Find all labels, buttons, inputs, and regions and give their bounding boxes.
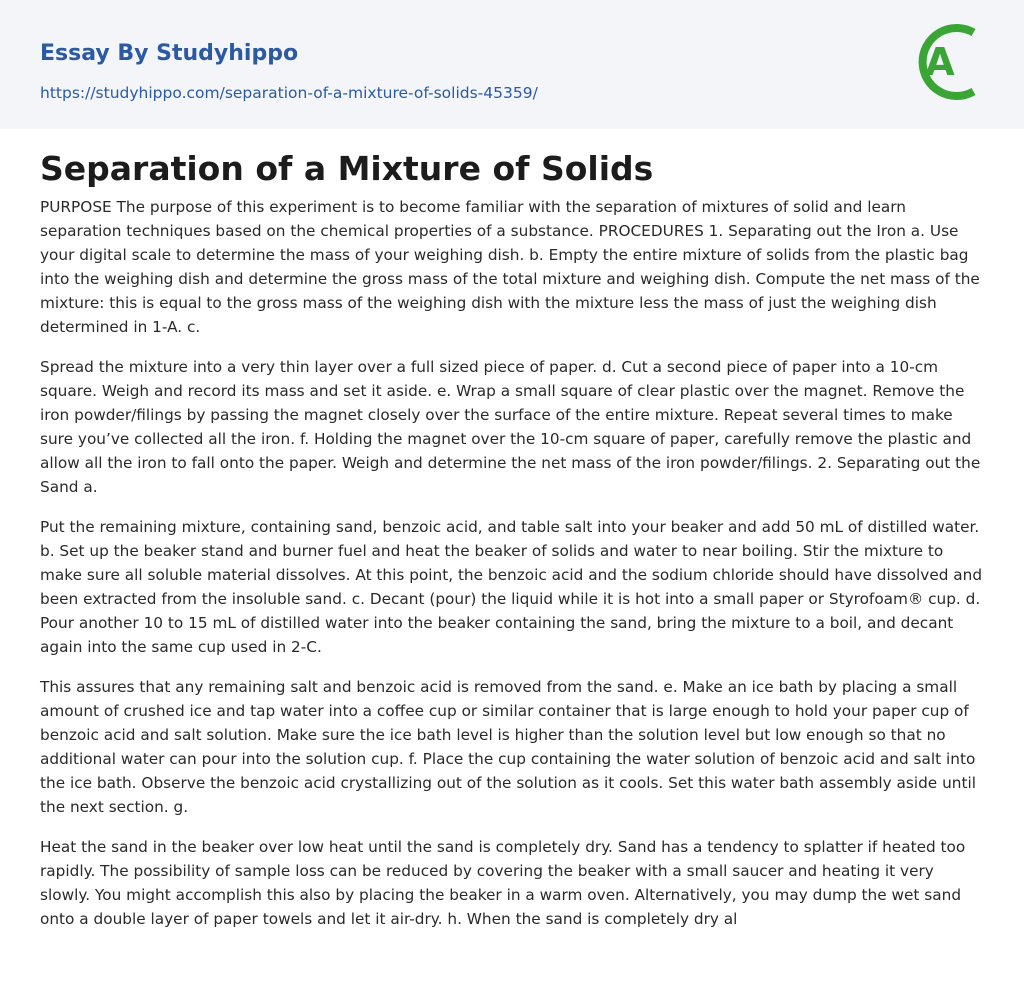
studyhippo-logo-icon[interactable]	[909, 17, 989, 107]
essay-paragraph: PURPOSE The purpose of this experiment is to become familiar with the separation of mixtures of solid and learn separation techniques based on the chemical properties of a substance. PROCEDURES 1. Separating out the Iron a. Use your digital scale to determine the mass of your weighing dish. b. Empty the entire mixture of solids from the plastic bag into the weighing dish and determine the gross mass of the total mixture and weighing dish. Compute the net mass of the mixture: this is equal to the gross mass of the weighing dish with the mixture less the mass of just the weighing dish determined in 1-A. c.	[40, 198, 980, 336]
essay-paragraph: This assures that any remaining salt and benzoic acid is removed from the sand. e. Make an ice bath by placing a small amount of crushed ice and tap water into a coffee cup or similar container that is large enough to hold your paper cup of benzoic acid and salt solution. Make sure the ice bath level is higher than the solution level but low enough so that no additional water can pour into the solution cup. f. Place the cup containing the water solution of benzoic acid and salt into the ice bath. Observe the benzoic acid crystallizing out of the solution as it cools. Set this water bath assembly aside until the next section. g.	[40, 678, 976, 816]
logo-letter: A	[925, 40, 955, 84]
essay-paragraph: Spread the mixture into a very thin layer over a full sized piece of paper. d. Cut a second piece of paper into a 10-cm square. Weigh and record its mass and set it aside. e. Wrap a small square of clear plastic over the magnet. Remove the iron powder/filings by passing the magnet closely over the surface of the entire mixture. Repeat several times to make sure you’ve collected all the iron. f. Holding the magnet over the 10-cm square of paper, carefully remove the plastic and allow all the iron to fall onto the paper. Weigh and determine the net mass of the iron powder/filings. 2. Separating out the Sand a.	[40, 358, 981, 496]
brand-title[interactable]: Essay By Studyhippo	[40, 41, 299, 66]
essay-title: Separation of a Mixture of Solids	[40, 149, 654, 188]
essay-content	[0, 129, 1024, 931]
essay-paragraph: Put the remaining mixture, containing sand, benzoic acid, and table salt into your beaker and add 50 mL of distilled water. b. Set up the beaker stand and burner fuel and heat the beaker of solids and water to near boiling. Stir the mixture to make sure all soluble material dissolves. At this point, the benzoic acid and the sodium chloride should have dissolved and been extracted from the insoluble sand. c. Decant (pour) the liquid while it is hot into a small paper or Styrofoam® cup. d. Pour another 10 to 15 mL of distilled water into the beaker containing the sand, bring the mixture to a boil, and decant again into the same cup used in 2-C.	[40, 518, 983, 656]
site-header	[0, 0, 1024, 129]
essay-paragraph: Heat the sand in the beaker over low heat until the sand is completely dry. Sand has a tendency to splatter if heated too rapidly. The possibility of sample loss can be reduced by covering the beaker with a small saucer and heating it very slowly. You might accomplish this also by placing the beaker in a warm oven. Alternatively, you may dump the wet sand onto a double layer of paper towels and let it air-dry. h. When the sand is completely dry al	[40, 838, 966, 928]
essay-url-link[interactable]: https://studyhippo.com/separation-of-a-mixture-of-solids-45359/	[40, 84, 538, 102]
